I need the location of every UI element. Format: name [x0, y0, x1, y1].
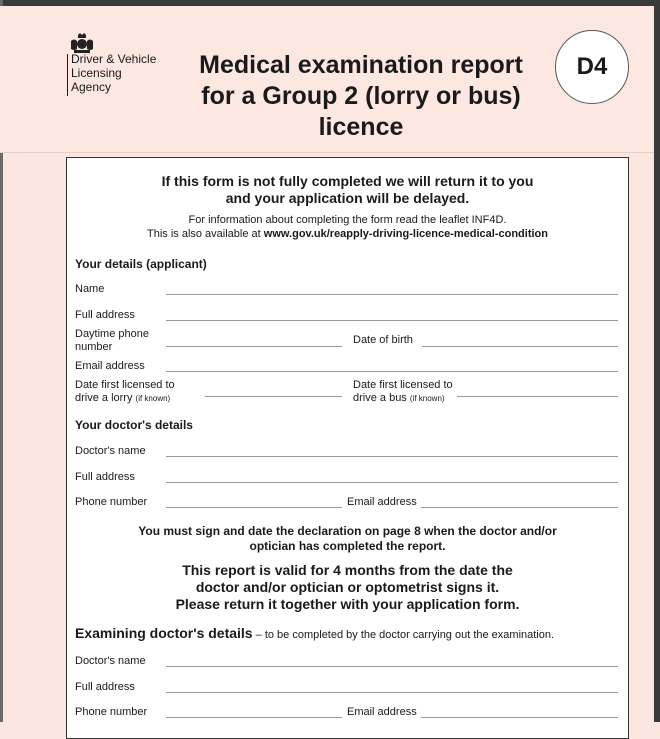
valid-line-3: Please return it together with your application form.	[175, 596, 520, 612]
exam-phone-input[interactable]	[166, 717, 342, 718]
doctor-phone-label: Phone number	[75, 496, 148, 508]
sign-line-1: You must sign and date the declaration on page 8 when the doctor and/or	[138, 524, 557, 538]
address-input[interactable]	[166, 320, 618, 321]
address-label: Full address	[75, 309, 135, 321]
dob-label: Date of birth	[353, 334, 413, 346]
phone-label-line-1: Daytime phone	[75, 328, 149, 340]
incomplete-warning	[67, 173, 628, 207]
window-right-border	[654, 0, 660, 722]
examining-heading	[75, 625, 554, 641]
bus-label-line-2	[353, 392, 453, 405]
form-panel	[66, 157, 629, 739]
doctor-phone-input[interactable]	[166, 507, 342, 508]
form-title	[168, 50, 554, 143]
valid-line-1: This report is valid for 4 months from the date the	[182, 562, 513, 578]
form-code-badge: D4	[555, 30, 629, 104]
bus-licensed-input[interactable]	[457, 396, 618, 397]
bus-if-known: (if known)	[409, 394, 445, 403]
lorry-licensed-label	[75, 379, 175, 405]
doctor-heading: Your doctor's details	[75, 418, 193, 432]
title-line-1: Medical examination report	[199, 51, 523, 79]
agency-divider	[67, 54, 68, 96]
info-line-1: For information about completing the form read the leaflet INF4D.	[188, 214, 507, 226]
valid-line-2: doctor and/or optician or optometrist signs it.	[195, 579, 500, 595]
validity-note	[67, 562, 628, 613]
doctor-email-label: Email address	[347, 496, 417, 508]
lorry-label-text: drive a lorry	[75, 392, 133, 404]
title-line-2: for a Group 2 (lorry or bus)	[201, 82, 521, 110]
doctor-address-input[interactable]	[166, 482, 618, 483]
lorry-label-line-1: Date first licensed to	[75, 379, 175, 391]
lorry-licensed-input[interactable]	[205, 396, 342, 397]
doctor-name-input[interactable]	[166, 456, 618, 457]
agency-line-3: Agency	[71, 80, 112, 94]
examining-heading-text: Examining doctor's details	[75, 625, 253, 641]
title-line-3: licence	[318, 113, 404, 141]
applicant-heading: Your details (applicant)	[75, 257, 207, 271]
bus-label-line-1: Date first licensed to	[353, 379, 453, 391]
agency-line-1: Driver & Vehicle	[71, 52, 157, 66]
header-divider	[0, 152, 654, 153]
name-input[interactable]	[166, 294, 618, 295]
info-url-link[interactable]: www.gov.uk/reapply-driving-licence-medical-condition	[263, 228, 548, 240]
info-line-2	[67, 227, 628, 241]
doctor-address-label: Full address	[75, 471, 135, 483]
exam-address-input[interactable]	[166, 692, 618, 693]
exam-email-label: Email address	[347, 706, 417, 718]
bus-label-text: drive a bus	[353, 392, 407, 404]
agency-name	[71, 52, 156, 94]
exam-email-input[interactable]	[421, 717, 618, 718]
exam-doctor-name-label: Doctor's name	[75, 655, 146, 667]
phone-label	[75, 328, 149, 354]
warning-line-2: and your application will be delayed.	[225, 190, 470, 206]
royal-crest-icon	[68, 32, 96, 54]
phone-input[interactable]	[166, 346, 342, 347]
name-label: Name	[75, 283, 105, 295]
phone-label-line-2: number	[75, 341, 113, 353]
email-input[interactable]	[166, 371, 618, 372]
exam-doctor-name-input[interactable]	[166, 666, 618, 667]
info-prefix: This is also available at	[146, 228, 261, 240]
agency-line-2: Licensing	[71, 66, 122, 80]
info-text	[67, 213, 628, 241]
examining-heading-note: – to be completed by the doctor carrying out the examination.	[252, 629, 555, 641]
email-label: Email address	[75, 360, 145, 372]
exam-phone-label: Phone number	[75, 706, 148, 718]
doctor-email-input[interactable]	[421, 507, 618, 508]
sign-line-2: optician has completed the report.	[249, 539, 446, 553]
bus-licensed-label	[353, 379, 453, 405]
sign-declaration-note	[67, 524, 628, 554]
lorry-label-line-2	[75, 392, 175, 405]
warning-line-1: If this form is not fully completed we will return it to you	[161, 173, 534, 189]
doctor-name-label: Doctor's name	[75, 445, 146, 457]
dob-input[interactable]	[422, 346, 618, 347]
exam-address-label: Full address	[75, 681, 135, 693]
lorry-if-known: (if known)	[135, 394, 171, 403]
